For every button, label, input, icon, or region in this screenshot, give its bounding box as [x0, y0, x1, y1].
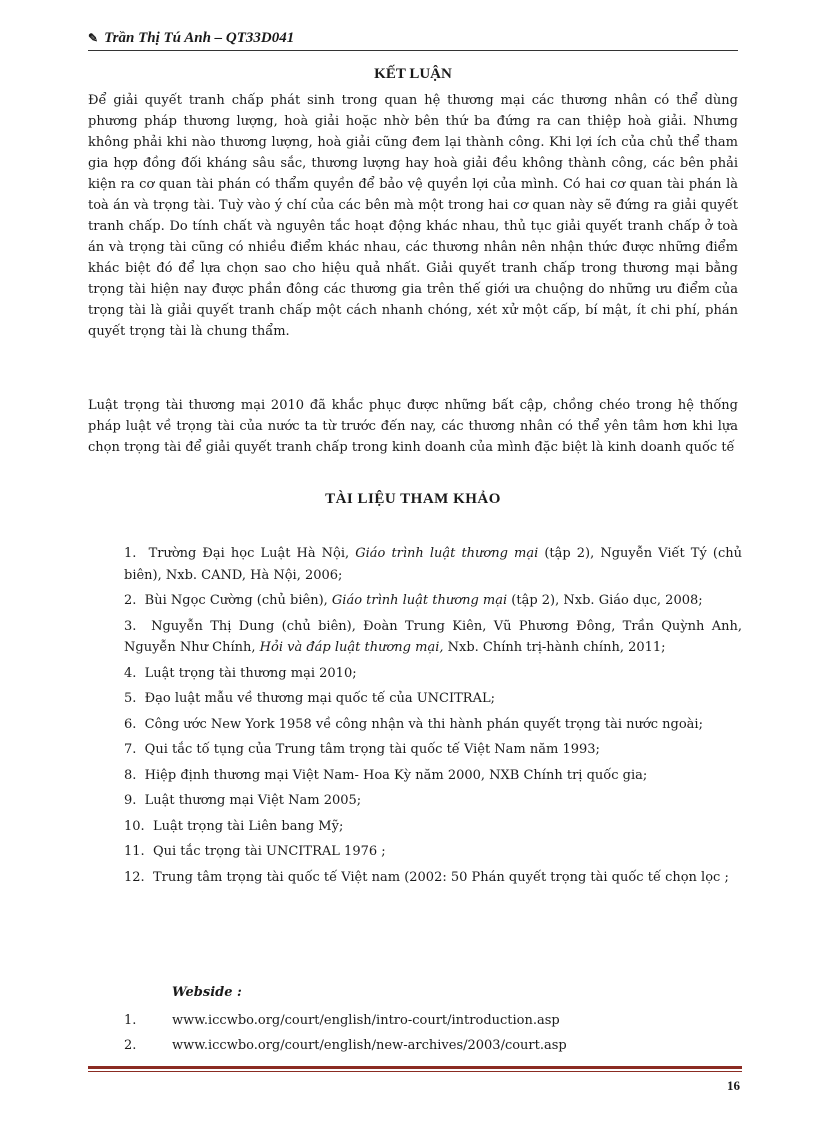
- website-link[interactable]: www.iccwbo.org/court/english/new-archives/2003/court.asp: [172, 1038, 567, 1053]
- reference-item: 11. Qui tắc trọng tài UNCITRAL 1976 ;: [124, 844, 386, 859]
- reference-list: [124, 543, 742, 892]
- reference-item: 6. Công ước New York 1958 về công nhận và thi hành phán quyết trọng tài nước ngoài;: [124, 716, 703, 732]
- footer-rule: [88, 1071, 742, 1072]
- reference-item: 4. Luật trọng tài thương mại 2010;: [124, 665, 357, 681]
- reference-item: 1. Trường Đại học Luật Hà Nội, Giáo trình luật thương mại (tập 2), Nguyễn Viết Tý (chủ biên), Nxb. CAND, Hà Nội, 2006;: [124, 546, 742, 583]
- header-author: Trần Thị Tú Anh – QT33D041: [104, 30, 295, 46]
- conclusion-paragraph-1: Để giải quyết tranh chấp phát sinh trong quan hệ thương mại các thương nhân có thể dùng phương pháp thương lượng, hoà giải hoặc nhờ bên thứ ba đứng ra can thiệp hoà giải. Nhưng không phải khi nào thương lượng, hoà giải cũng đem lại thành công. Khi lợi ích của chủ thể tham gia hợp đồng đối kháng sâu sắc, thương lượng hay hoà giải đều không thành công, các bên phải kiện ra cơ quan tài phán có thẩm quyền để bảo vệ quyền lợi của mình. Có hai cơ quan tài phán là toà án và trọng tài. Tuỳ vào ý chí của các bên mà một trong hai cơ quan này sẽ đứng ra giải quyết tranh chấp. Do tính chất và nguyên tắc hoạt động khác nhau, thủ tục giải quyết tranh chấp ở toà án và trọng tài cũng có nhiều điểm khác nhau, các thương nhân nên nhận thức được những điểm khác biệt đó để lựa chọn sao cho hiệu quả nhất. Giải quyết tranh chấp trong thương mại bằng trọng tài hiện nay được phần đông các thương gia trên thế giới ưa chuộng do những ưu điểm của trọng tài là giải quyết tranh chấp một cách nhanh chóng, xét xử một cấp, bí mật, ít chi phí, phán quyết trọng tài là chung thẩm.: [88, 93, 738, 339]
- conclusion-paragraph-2: Luật trọng tài thương mại 2010 đã khắc phục được những bất cập, chồng chéo trong hệ thống pháp luật về trọng tài của nước ta từ trước đến nay, các thương nhân có thể yên tâm hơn khi lựa chọn trọng tài để giải quyết tranh chấp trong kinh doanh của mình đặc biệt là kinh doanh quốc tế: [88, 398, 738, 455]
- website-list: [124, 1010, 742, 1060]
- reference-item: 8. Hiệp định thương mại Việt Nam- Hoa Kỳ năm 2000, NXB Chính trị quốc gia;: [124, 767, 648, 783]
- page-header: [88, 30, 738, 47]
- websites-title: Webside :: [172, 985, 242, 1000]
- reference-item: 2. Bùi Ngọc Cường (chủ biên), Giáo trình luật thương mại (tập 2), Nxb. Giáo dục, 2008;: [124, 593, 703, 608]
- reference-item: 3. Nguyễn Thị Dung (chủ biên), Đoàn Trung Kiên, Vũ Phương Đông, Trần Quỳnh Anh, Nguyễn Như Chính, Hỏi và đáp luật thương mại, Nxb. Chính trị-hành chính, 2011;: [124, 618, 742, 655]
- footer-rule: [88, 1066, 742, 1069]
- website-link[interactable]: www.iccwbo.org/court/english/intro-court/introduction.asp: [172, 1013, 560, 1028]
- header-rule: [88, 50, 738, 51]
- website-item: 2. www.iccwbo.org/court/english/new-archives/2003/court.asp: [124, 1035, 742, 1057]
- reference-item: 10. Luật trọng tài Liên bang Mỹ;: [124, 818, 344, 834]
- references-title: TÀI LIỆU THAM KHẢO: [325, 491, 501, 507]
- website-item: 1. www.iccwbo.org/court/english/intro-court/introduction.asp: [124, 1010, 742, 1032]
- pen-icon: ✎: [88, 31, 99, 45]
- reference-item: 9. Luật thương mại Việt Nam 2005;: [124, 793, 362, 808]
- reference-item: 7. Qui tắc tố tụng của Trung tâm trọng tài quốc tế Việt Nam năm 1993;: [124, 742, 600, 757]
- reference-item: 5. Đạo luật mẫu về thương mại quốc tế của UNCITRAL;: [124, 691, 495, 706]
- conclusion-title: KẾT LUẬN: [374, 66, 452, 82]
- reference-item: 12. Trung tâm trọng tài quốc tế Việt nam (2002: 50 Phán quyết trọng tài quốc tế chọn lọc ;: [124, 869, 729, 885]
- page-number: 16: [727, 1078, 740, 1093]
